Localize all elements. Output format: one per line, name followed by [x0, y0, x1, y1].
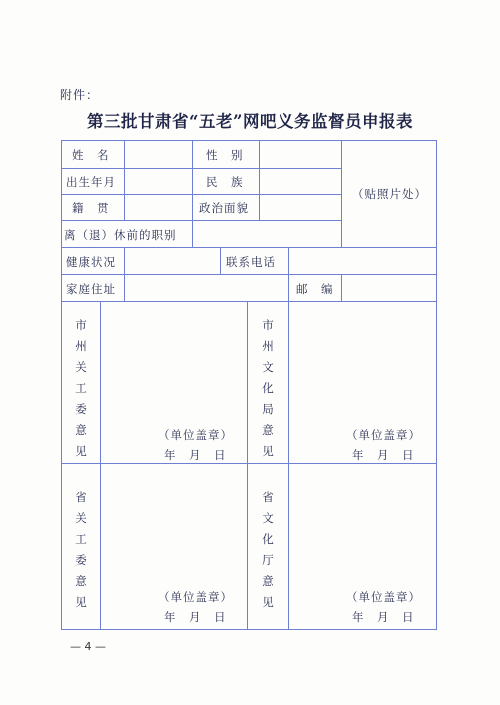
- city-culture-date: 年 月 日: [352, 448, 415, 462]
- page-number: — 4 —: [70, 640, 106, 653]
- birth-date-label: 出生年月: [66, 175, 116, 189]
- postcode-label: 邮 编: [296, 282, 334, 296]
- photo-placeholder: （贴照片处）: [352, 187, 427, 201]
- former-position-label: 离（退）休前的职别: [64, 228, 177, 242]
- city-culture-seal: （单位盖章）: [346, 428, 421, 442]
- prov-culture-opinion-label: 省文化厅意见: [262, 490, 274, 609]
- application-form: [61, 140, 437, 630]
- prov-guanwei-date: 年 月 日: [164, 610, 227, 624]
- ethnicity-label: 民 族: [206, 175, 244, 189]
- phone-label: 联系电话: [226, 255, 276, 269]
- city-guanwei-date: 年 月 日: [164, 448, 227, 462]
- address-label: 家庭住址: [66, 282, 116, 296]
- city-guanwei-opinion-label: 市州关工委意见: [75, 318, 87, 458]
- prov-culture-seal: （单位盖章）: [346, 590, 421, 604]
- name-label: 姓 名: [72, 148, 110, 162]
- prov-guanwei-seal: （单位盖章）: [158, 590, 233, 604]
- political-status-label: 政治面貌: [199, 201, 249, 215]
- city-culture-opinion-label: 市州文化局意见: [262, 318, 274, 458]
- health-label: 健康状况: [66, 255, 116, 269]
- document-title: 第三批甘肃省“五老”网吧义务监督员申报表: [87, 112, 413, 131]
- prov-guanwei-opinion-label: 省关工委意见: [75, 490, 87, 609]
- city-guanwei-seal: （单位盖章）: [158, 428, 233, 442]
- attachment-label: 附件：: [60, 88, 100, 102]
- prov-culture-date: 年 月 日: [352, 610, 415, 624]
- native-place-label: 籍 贯: [72, 201, 110, 215]
- gender-label: 性 别: [206, 148, 244, 162]
